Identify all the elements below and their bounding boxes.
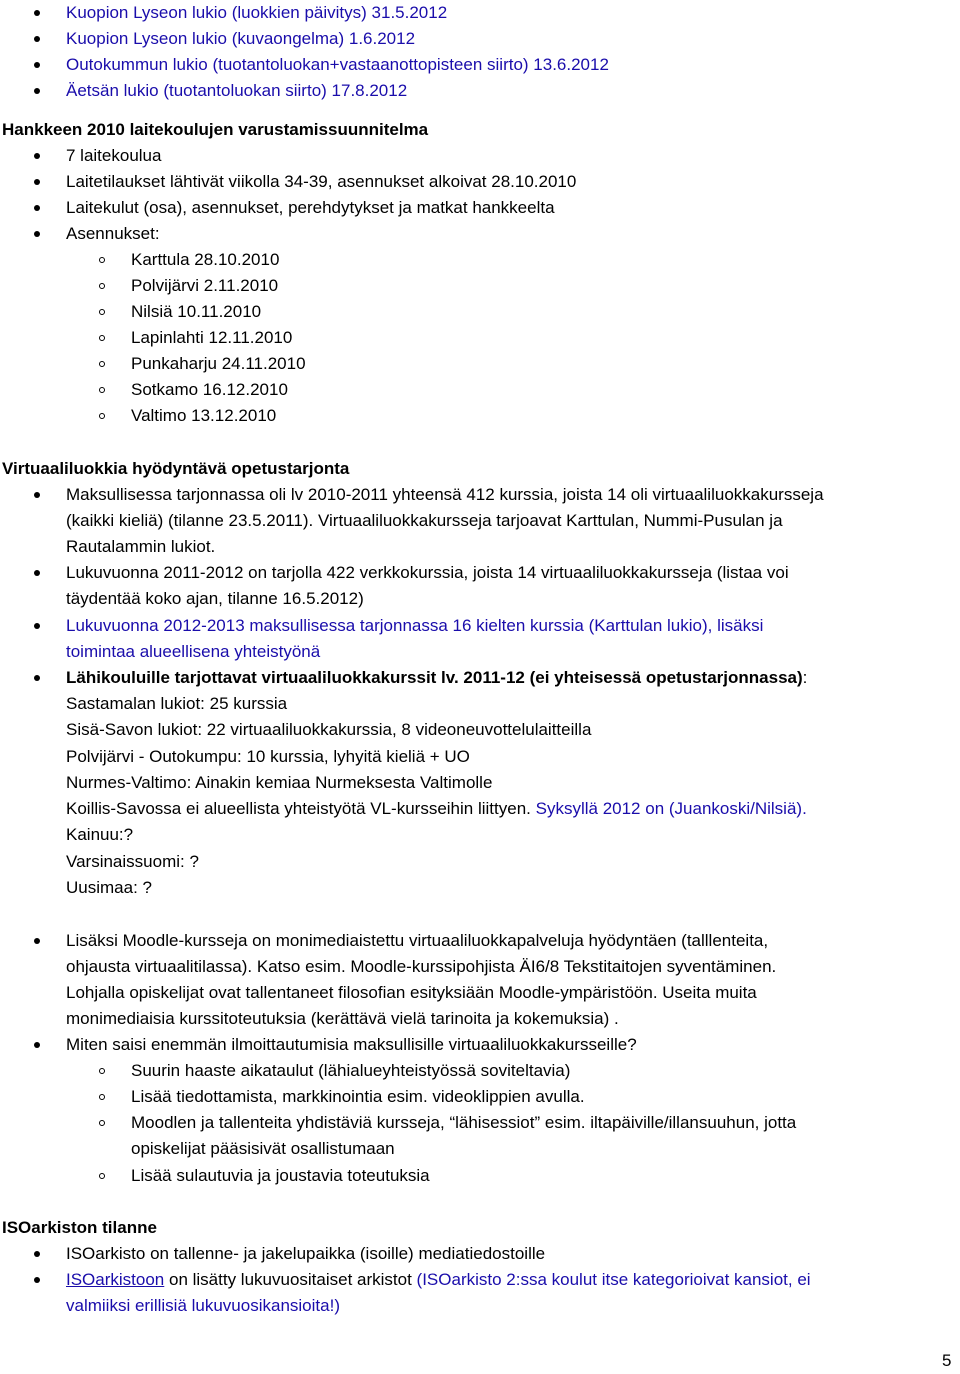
paragraph-line: Maksullisessa tarjonnassa oli lv 2010-2011 yhteensä 412 kurssia, joista 14 oli virtuaaliluokkakursseja: [66, 485, 824, 504]
region-line: Sastamalan lukiot: 25 kurssia: [66, 694, 288, 713]
region-line: Nurmes-Valtimo: Ainakin kemiaa Nurmeksesta Valtimolle: [66, 773, 493, 792]
paragraph-line: täydentää koko ajan, tilanne 16.5.2012): [66, 589, 364, 608]
sub-list-item: opiskelijat pääsisivät osallistumaan: [131, 1139, 395, 1158]
sub-bullet: [99, 257, 105, 263]
bullet: [34, 88, 40, 94]
section-heading: Hankkeen 2010 laitekoulujen varustamissuunnitelma: [2, 120, 429, 139]
bold-text: Lähikouluille tarjottavat virtuaaliluokkakurssit lv. 2011-12 (ei yhteisessä opetustarjonnassa): [66, 668, 803, 687]
bullet: [34, 231, 40, 237]
list-item-continuation: valmiiksi erillisiä lukuvuosikansioita!): [66, 1296, 340, 1315]
sub-bullet: [99, 1120, 105, 1126]
region-line: [66, 796, 807, 822]
bullet: [34, 153, 40, 159]
text: Koillis-Savossa ei alueellista yhteistyötä VL-kursseihin liittyen.: [66, 799, 531, 818]
sub-bullet: [99, 1068, 105, 1074]
list-item: [66, 1267, 811, 1293]
bullet: [34, 570, 40, 576]
list-item[interactable]: Kuopion Lyseon lukio (kuvaongelma) 1.6.2012: [66, 29, 416, 48]
bullet: [34, 62, 40, 68]
list-item: Laitekulut (osa), asennukset, perehdytykset ja matkat hankkeelta: [66, 198, 555, 217]
text: :: [802, 668, 808, 687]
bullet: [34, 623, 40, 629]
bullet: [34, 492, 40, 498]
bullet: [34, 1251, 40, 1257]
bullet: [34, 10, 40, 16]
section-heading: Virtuaaliluokkia hyödyntävä opetustarjonta: [2, 459, 350, 478]
section-heading: ISOarkiston tilanne: [2, 1218, 157, 1237]
isoarkisto-link[interactable]: ISOarkistoon: [66, 1270, 165, 1289]
paragraph-line: Lisäksi Moodle-kursseja on monimediaistettu virtuaaliluokkapalveluja hyödyntäen (talllenteita,: [66, 931, 769, 950]
paragraph-line: Rautalammin lukiot.: [66, 537, 216, 556]
bullet: [34, 1277, 40, 1283]
list-item[interactable]: Äetsän lukio (tuotantoluokan siirto) 17.8.2012: [66, 81, 408, 100]
sub-bullet: [99, 309, 105, 315]
region-line: Kainuu:?: [66, 825, 134, 844]
paragraph-line: Lukuvuonna 2011-2012 on tarjolla 422 verkkokurssia, joista 14 virtuaaliluokkakursseja (listaa voi: [66, 563, 789, 582]
bullet: [34, 36, 40, 42]
sub-list-item: Lisää tiedottamista, markkinointia esim. videoklippien avulla.: [131, 1087, 585, 1106]
page-number: 5: [942, 1351, 952, 1370]
paragraph-line: ohjausta virtuaalitilassa). Katso esim. Moodle-kurssipohjista ÄI6/8 Tekstitaitojen syventäminen.: [66, 957, 777, 976]
paragraph-line: [66, 665, 807, 691]
region-line: Uusimaa: ?: [66, 878, 152, 897]
sub-bullet: [99, 1094, 105, 1100]
sub-list-item: Nilsiä 10.11.2010: [131, 302, 262, 321]
bullet: [34, 1042, 40, 1048]
bullet: [34, 179, 40, 185]
sub-list-item: Punkaharju 24.11.2010: [131, 354, 306, 373]
sub-list-item: Lisää sulautuvia ja joustavia toteutuksia: [131, 1166, 430, 1185]
list-item: 7 laitekoulua: [66, 146, 162, 165]
blue-text: Syksyllä 2012 on (Juankoski/Nilsiä).: [535, 799, 807, 818]
sub-list-item: Karttula 28.10.2010: [131, 250, 280, 269]
paragraph-line: (kaikki kieliä) (tilanne 23.5.2011). Virtuaaliluokkakursseja tarjoavat Karttulan, Nummi-Pusulan ja: [66, 511, 783, 530]
list-item[interactable]: Kuopion Lyseon lukio (luokkien päivitys) 31.5.2012: [66, 3, 448, 22]
text: on lisätty lukuvuositaiset arkistot: [164, 1270, 417, 1289]
region-line: Varsinaissuomi: ?: [66, 852, 199, 871]
list-item[interactable]: Outokummun lukio (tuotantoluokan+vastaanottopisteen siirto) 13.6.2012: [66, 55, 609, 74]
list-item: ISOarkisto on tallenne- ja jakelupaikka (isoille) mediatiedostoille: [66, 1244, 546, 1263]
bullet: [34, 675, 40, 681]
sub-list-item: Lapinlahti 12.11.2010: [131, 328, 293, 347]
paragraph-line: monimediaisia kurssitoteutuksia (kerättävä vielä tarinoita ja kokemuksia) .: [66, 1009, 619, 1028]
sub-bullet: [99, 387, 105, 393]
sub-bullet: [99, 361, 105, 367]
paragraph-line: toimintaa alueellisena yhteistyönä: [66, 642, 321, 661]
paragraph-line: Lukuvuonna 2012-2013 maksullisessa tarjonnassa 16 kielten kurssia (Karttulan lukio), lisäksi: [66, 616, 764, 635]
sub-list-item: Suurin haaste aikataulut (lähialueyhteistyössä soviteltavia): [131, 1061, 571, 1080]
sub-list-item: Moodlen ja tallenteita yhdistäviä kursseja, “lähisessiot” esim. iltapäiville/illansuuhun, jotta: [131, 1113, 797, 1132]
region-line: Sisä-Savon lukiot: 22 virtuaaliluokkakurssia, 8 videoneuvottelulaitteilla: [66, 720, 592, 739]
sub-list-item: Polvijärvi 2.11.2010: [131, 276, 279, 295]
sub-bullet: [99, 413, 105, 419]
list-item: Laitetilaukset lähtivät viikolla 34-39, asennukset alkoivat 28.10.2010: [66, 172, 577, 191]
blue-text: (ISOarkisto 2:ssa koulut itse kategorioivat kansiot, ei: [416, 1270, 811, 1289]
bullet: [34, 205, 40, 211]
paragraph-line: Lohjalla opiskelijat ovat tallentaneet filosofian esityksiään Moodle-ympäristöön. Useita muita: [66, 983, 757, 1002]
sub-list-item: Sotkamo 16.12.2010: [131, 380, 288, 399]
sub-bullet: [99, 1173, 105, 1179]
sub-bullet: [99, 283, 105, 289]
paragraph-line: Miten saisi enemmän ilmoittautumisia maksullisille virtuaaliluokkakursseille?: [66, 1035, 637, 1054]
list-item: Asennukset:: [66, 224, 160, 243]
sub-list-item: Valtimo 13.12.2010: [131, 406, 277, 425]
region-line: Polvijärvi - Outokumpu: 10 kurssia, lyhyitä kieliä + UO: [66, 747, 470, 766]
bullet: [34, 938, 40, 944]
sub-bullet: [99, 335, 105, 341]
